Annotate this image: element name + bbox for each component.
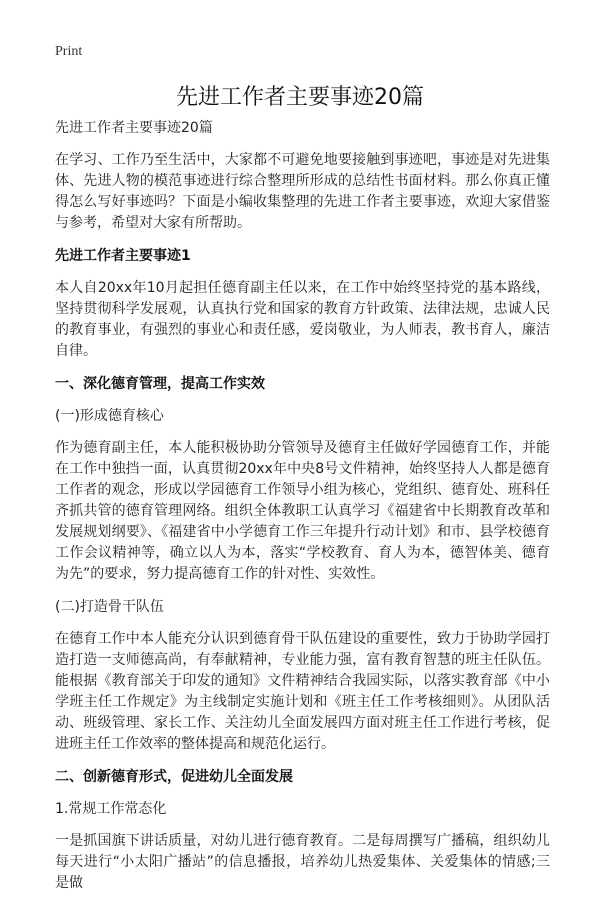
document-title: 先进工作者主要事迹20篇 xyxy=(176,85,424,110)
print-label[interactable]: Print xyxy=(55,44,83,59)
document-subtitle: 先进工作者主要事迹20篇 xyxy=(55,120,213,136)
subheading-3: 1.常规工作常态化 xyxy=(55,801,167,817)
intro-paragraph: 在学习、工作乃至生活中，大家都不可避免地要接触到事迹吧，事迹是对先进集体、先进人物的模范事迹进行综合整理所形成的总结性书面材料。那么你真正懂得怎么写好事迹吗？下面是小编收集整理的先进工作者主要事迹，欢迎大家借鉴与参考，希望对大家有所帮助。 xyxy=(55,152,550,231)
paragraph-2: 作为德育副主任，本人能积极协助分管领导及德育主任做好学园德育工作，并能在工作中独挡一面，认真贯彻20xx年中央8号文件精神，始终坚持人人都是德育工作者的观念，形成以学园德育工作领导小组为核心，党组织、德育处、班科任齐抓共管的德育管理网络。组织全体教职工认真学习《福建省中长期教育改革和发展规划纲要》、《福建省中小学德育工作三年提升行动计划》和市、县学校德育工作会议精神等，确立以人为本，落实“学校教育、育人为本，德智体美、德育为先”的要求，努力提高德育工作的针对性、实效性。 xyxy=(55,440,550,582)
paragraph-3: 在德育工作中本人能充分认识到德育骨干队伍建设的重要性，致力于协助学园打造打造一支师德高尚，有奉献精神，专业能力强，富有教育智慧的班主任队伍。能根据《教育部关于印发的通知》文件精神结合我园实际，以落实教育部《中小学班主任工作规定》为主线制定实施计划和《班主任工作考核细则》。从团队活动、班级管理、家长工作、关注幼儿全面发展四方面对班主任工作进行考核，促进班主任工作效率的整体提高和规范化运行。 xyxy=(55,631,550,752)
heading-story-1: 先进工作者主要事迹1 xyxy=(55,248,191,264)
subheading-1: (一)形成德育核心 xyxy=(55,408,164,424)
paragraph-1: 本人自20xx年10月起担任德育副主任以来，在工作中始终坚持党的基本路线，坚持贯彻科学发展观，认真执行党和国家的教育方针政策、法律法规，忠诚人民的教育事业，有强烈的事业心和责任感，爱岗敬业，为人师表，教书育人，廉洁自律。 xyxy=(55,280,550,359)
section-heading-1: 一、深化德育管理，提高工作实效 xyxy=(55,376,265,392)
paragraph-4: 一是抓国旗下讲话质量，对幼儿进行德育教育。二是每周撰写广播稿，组织幼儿每天进行“小太阳广播站”的信息播报，培养幼儿热爱集体、关爱集体的情感;三是做 xyxy=(55,833,550,891)
document-body xyxy=(55,118,550,906)
section-heading-2: 二、创新德育形式，促进幼儿全面发展 xyxy=(55,769,293,785)
subheading-2: (二)打造骨干队伍 xyxy=(55,599,164,615)
